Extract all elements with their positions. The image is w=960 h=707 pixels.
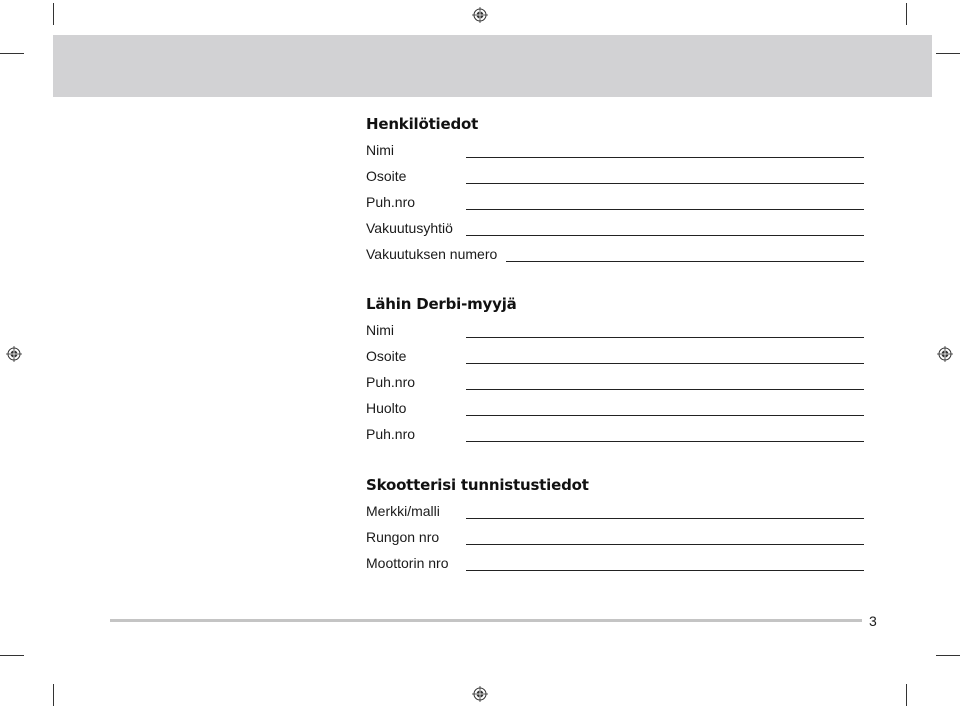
field-label: Vakuutuksen numero — [366, 246, 498, 262]
registration-mark-top-icon — [472, 7, 488, 23]
registration-mark-left-icon — [6, 346, 22, 362]
registration-mark-bottom-icon — [472, 686, 488, 702]
fill-line[interactable] — [466, 235, 864, 236]
form-row-dealer-phone — [366, 374, 864, 394]
field-label: Vakuutusyhtiö — [366, 220, 453, 236]
crop-mark-bottom-right-horizontal — [936, 655, 960, 656]
form-row-service-phone — [366, 426, 864, 446]
header-band — [53, 35, 932, 97]
form-row-make-model — [366, 503, 864, 523]
section-title-nearest-dealer: Lähin Derbi-myyjä — [366, 295, 517, 313]
fill-line[interactable] — [466, 209, 864, 210]
crop-mark-top-left-horizontal — [0, 53, 24, 54]
field-label: Puh.nro — [366, 374, 416, 390]
field-label: Rungon nro — [366, 529, 440, 545]
field-label: Osoite — [366, 348, 407, 364]
form-row-address — [366, 168, 864, 188]
fill-line[interactable] — [466, 337, 864, 338]
crop-mark-top-left-vertical — [53, 3, 54, 25]
fill-line[interactable] — [466, 518, 864, 519]
form-row-service — [366, 400, 864, 420]
section-title-personal-info: Henkilötiedot — [366, 115, 479, 133]
fill-line[interactable] — [466, 570, 864, 571]
crop-mark-top-right-vertical — [906, 3, 907, 25]
field-label: Moottorin nro — [366, 555, 449, 571]
field-label: Nimi — [366, 322, 394, 338]
form-row-insurance-company — [366, 220, 864, 240]
form-row-frame-number — [366, 529, 864, 549]
registration-mark-right-icon — [937, 346, 953, 362]
crop-mark-top-right-horizontal — [936, 53, 960, 54]
crop-mark-bottom-right-vertical — [906, 684, 907, 706]
form-row-dealer-name — [366, 322, 864, 342]
page-number: 3 — [869, 613, 877, 629]
field-label: Huolto — [366, 400, 407, 416]
field-label: Puh.nro — [366, 194, 416, 210]
form-row-dealer-address — [366, 348, 864, 368]
form-row-insurance-number — [366, 246, 864, 266]
fill-line[interactable] — [506, 261, 864, 262]
section-title-scooter-identification: Skootterisi tunnistustiedot — [366, 476, 589, 494]
fill-line[interactable] — [466, 389, 864, 390]
fill-line[interactable] — [466, 415, 864, 416]
fill-line[interactable] — [466, 363, 864, 364]
crop-mark-bottom-left-horizontal — [0, 655, 24, 656]
form-row-phone — [366, 194, 864, 214]
fill-line[interactable] — [466, 544, 864, 545]
form-row-engine-number — [366, 555, 864, 575]
fill-line[interactable] — [466, 157, 864, 158]
form-row-name — [366, 142, 864, 162]
field-label: Merkki/malli — [366, 503, 440, 519]
fill-line[interactable] — [466, 183, 864, 184]
field-label: Puh.nro — [366, 426, 416, 442]
fill-line[interactable] — [466, 441, 864, 442]
crop-mark-bottom-left-vertical — [53, 684, 54, 706]
field-label: Osoite — [366, 168, 407, 184]
footer-rule — [110, 619, 862, 622]
field-label: Nimi — [366, 142, 394, 158]
